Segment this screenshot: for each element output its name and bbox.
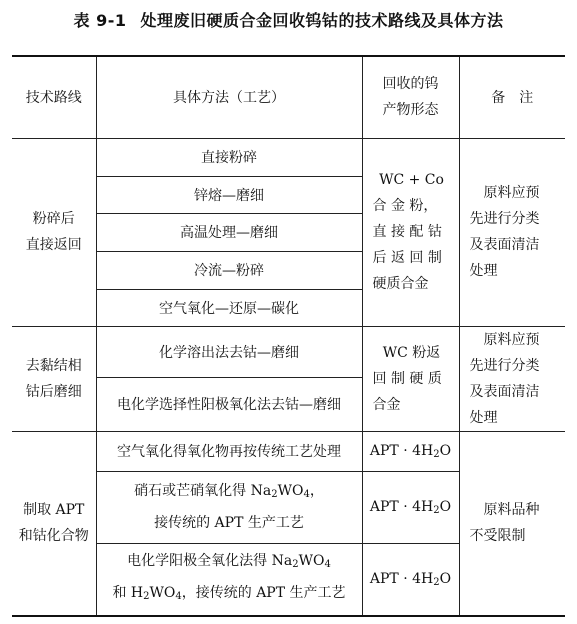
header-row bbox=[12, 56, 565, 138]
form-line: WC + Co bbox=[379, 172, 444, 188]
table-row bbox=[12, 138, 565, 176]
form-line: 后 返 回 制 bbox=[372, 250, 442, 266]
table-row bbox=[12, 326, 565, 377]
method-cell: 高温处理—磨细 bbox=[96, 213, 362, 251]
note-line: 不受限制 bbox=[469, 528, 526, 545]
note-line: 处理 bbox=[469, 263, 498, 279]
form-line: 回 制 硬 质 bbox=[372, 370, 442, 387]
method-cell bbox=[96, 543, 362, 616]
table-caption bbox=[0, 8, 577, 31]
method-line: 电化学阳极全氧化法得 $Na_2WO_4$ bbox=[127, 553, 331, 571]
note-cell bbox=[459, 138, 565, 326]
form-cell: APT · $4H_2O$ bbox=[362, 543, 459, 616]
note-line: 原料应预 bbox=[483, 185, 540, 201]
route-line: 制取 APT bbox=[23, 502, 85, 519]
route-line: 钴后磨细 bbox=[25, 383, 82, 400]
table-title: 处理废旧硬质合金回收钨钴的技术路线及具体方法 bbox=[140, 11, 504, 30]
note-line: 先进行分类 bbox=[469, 211, 540, 227]
route-make-apt bbox=[12, 431, 96, 616]
form-cell: APT · $4H_2O$ bbox=[362, 471, 459, 543]
method-cell: 空气氧化—还原—碳化 bbox=[96, 289, 362, 326]
form-cell: APT · $4H_2O$ bbox=[362, 431, 459, 471]
method-line: 接传统的 APT 生产工艺 bbox=[154, 515, 304, 531]
method-cell: 化学溶出法去钴—磨细 bbox=[96, 326, 362, 377]
form-cell bbox=[362, 138, 459, 326]
note-line: 先进行分类 bbox=[469, 357, 540, 374]
header-form bbox=[362, 56, 459, 138]
route-line: 去黏结相 bbox=[25, 357, 82, 374]
form-line: 合金 bbox=[372, 396, 401, 413]
recycling-methods-table bbox=[12, 55, 565, 617]
method-cell: 空气氧化得氧化物再按传统工艺处理 bbox=[96, 431, 362, 471]
form-cell bbox=[362, 326, 459, 431]
route-remove-binder bbox=[12, 326, 96, 431]
form-line: WC 粉返 bbox=[382, 344, 441, 361]
table-row bbox=[12, 431, 565, 471]
form-line: 合 金 粉， bbox=[372, 198, 438, 214]
method-line: 硝石或芒硝氧化得 $Na_2WO_4$， bbox=[134, 483, 324, 500]
form-line: 直 接 配 钴 bbox=[372, 224, 442, 240]
header-method: 具体方法（工艺） bbox=[96, 56, 362, 138]
method-cell: 直接粉碎 bbox=[96, 138, 362, 176]
method-cell: 电化学选择性阳极氧化法去钴—磨细 bbox=[96, 377, 362, 431]
route-line: 直接返回 bbox=[25, 237, 82, 253]
method-cell: 冷流—粉碎 bbox=[96, 251, 362, 289]
header-note: 备 注 bbox=[459, 56, 565, 138]
route-line: 和钴化合物 bbox=[18, 528, 89, 545]
note-line: 及表面清洁 bbox=[469, 383, 540, 400]
note-cell bbox=[459, 431, 565, 616]
route-crush-return bbox=[12, 138, 96, 326]
table-number: 表 9-1 bbox=[73, 11, 127, 30]
note-line: 原料品种 bbox=[483, 502, 540, 519]
note-cell bbox=[459, 326, 565, 431]
header-route: 技术路线 bbox=[12, 56, 96, 138]
route-line: 粉碎后 bbox=[32, 211, 75, 227]
method-cell bbox=[96, 471, 362, 543]
method-cell: 锌熔—磨细 bbox=[96, 176, 362, 213]
header-form-line1: 回收的钨 bbox=[382, 76, 439, 93]
note-line: 及表面清洁 bbox=[469, 237, 540, 253]
note-line: 原料应预 bbox=[483, 331, 540, 348]
method-line: 和 $H_2WO_4$，接传统的 APT 生产工艺 bbox=[112, 585, 346, 603]
note-line: 处理 bbox=[469, 409, 498, 426]
header-form-line2: 产物形态 bbox=[382, 102, 439, 119]
form-line: 硬质合金 bbox=[372, 276, 429, 292]
